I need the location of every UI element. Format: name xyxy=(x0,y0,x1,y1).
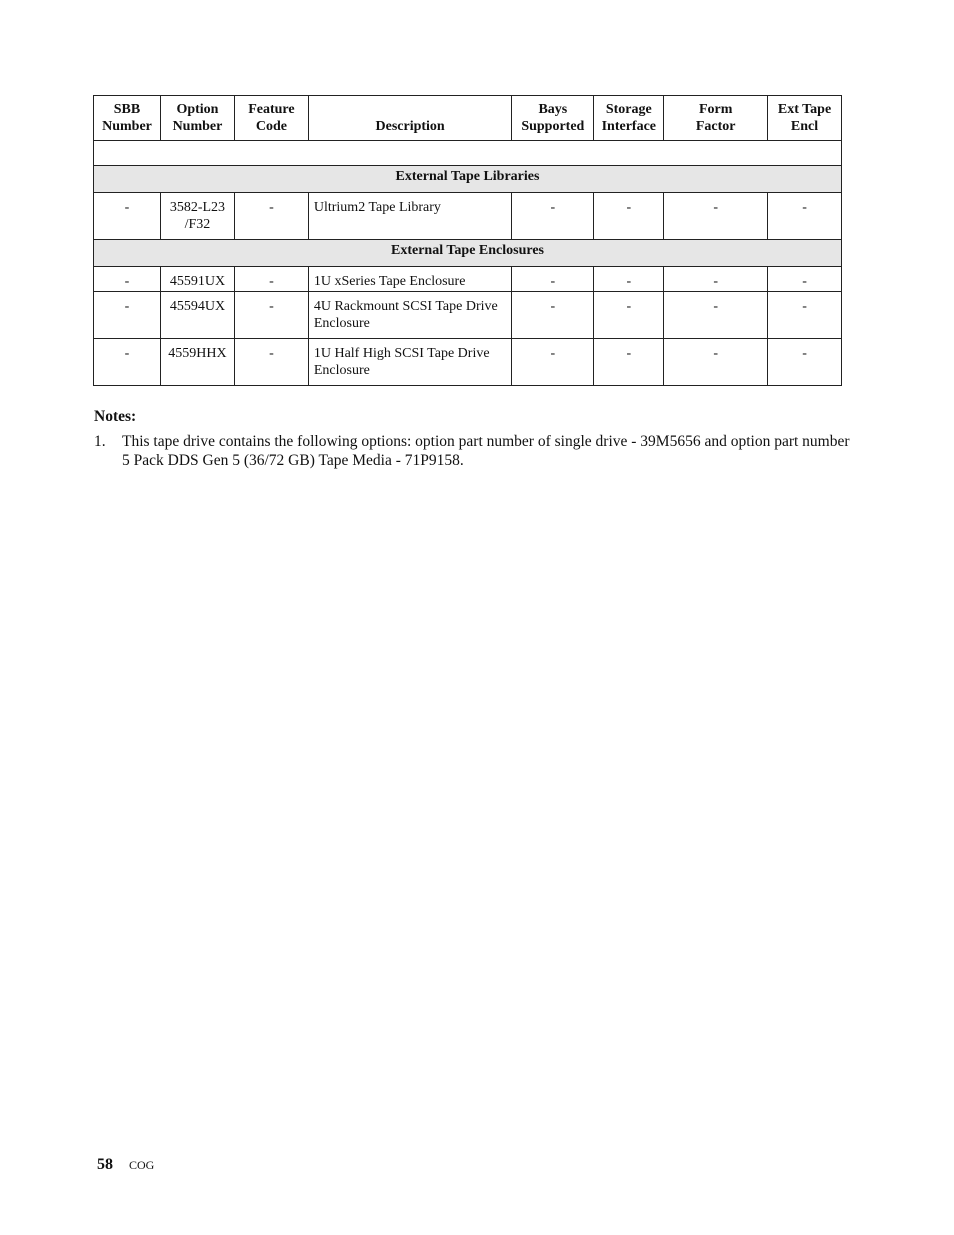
cell-feature: - xyxy=(234,292,308,339)
cell-feature: - xyxy=(234,339,308,386)
section-title: External Tape Libraries xyxy=(94,166,842,193)
cell-form: - xyxy=(664,267,768,292)
footer-title: COG xyxy=(129,1158,155,1172)
cell-description: 1U xSeries Tape Enclosure xyxy=(308,267,512,292)
notes-heading: Notes: xyxy=(94,408,137,425)
blank-row xyxy=(94,141,842,166)
header-description: Description xyxy=(308,96,512,141)
table-row xyxy=(94,267,842,292)
cell-storage: - xyxy=(594,267,664,292)
header-form-factor: Form Factor xyxy=(664,96,768,141)
header-ext-tape-encl: Ext Tape Encl xyxy=(768,96,842,141)
section-title: External Tape Enclosures xyxy=(94,240,842,267)
section-row-tape-enclosures xyxy=(94,240,842,267)
cell-ext: - xyxy=(768,267,842,292)
cell-ext: - xyxy=(768,339,842,386)
table-row xyxy=(94,292,842,339)
cell-feature: - xyxy=(234,267,308,292)
header-bays-supported: Bays Supported xyxy=(512,96,594,141)
cell-bays: - xyxy=(512,193,594,240)
header-row xyxy=(94,96,842,141)
cell-form: - xyxy=(664,193,768,240)
cell-bays: - xyxy=(512,292,594,339)
cell-description: 4U Rackmount SCSI Tape Drive Enclosure xyxy=(308,292,512,339)
note-text: This tape drive contains the following options: option part number of single drive - 39M5656 and option part number 5 Pack DDS Gen 5 (36/72 GB) Tape Media - 71P9158. xyxy=(122,433,850,469)
cell-bays: - xyxy=(512,267,594,292)
cell-sbb: - xyxy=(94,292,161,339)
page-footer xyxy=(97,1156,154,1174)
cell-storage: - xyxy=(594,193,664,240)
cell-sbb: - xyxy=(94,267,161,292)
note-number: 1. xyxy=(94,433,106,450)
note-item xyxy=(94,432,854,470)
cell-option: 3582-L23 /F32 xyxy=(160,193,234,240)
cell-storage: - xyxy=(594,339,664,386)
cell-description: 1U Half High SCSI Tape Drive Enclosure xyxy=(308,339,512,386)
cell-bays: - xyxy=(512,339,594,386)
table-row xyxy=(94,193,842,240)
notes-section xyxy=(94,407,854,470)
table-row xyxy=(94,339,842,386)
header-storage-interface: Storage Interface xyxy=(594,96,664,141)
header-sbb-number: SBB Number xyxy=(94,96,161,141)
cell-option: 45591UX xyxy=(160,267,234,292)
cell-ext: - xyxy=(768,292,842,339)
header-feature-code: Feature Code xyxy=(234,96,308,141)
options-table xyxy=(93,95,842,386)
cell-feature: - xyxy=(234,193,308,240)
cell-option: 45594UX xyxy=(160,292,234,339)
cell-sbb: - xyxy=(94,193,161,240)
cell-form: - xyxy=(664,292,768,339)
header-option-number: Option Number xyxy=(160,96,234,141)
cell-description: Ultrium2 Tape Library xyxy=(308,193,512,240)
cell-storage: - xyxy=(594,292,664,339)
cell-form: - xyxy=(664,339,768,386)
section-row-tape-libraries xyxy=(94,166,842,193)
cell-sbb: - xyxy=(94,339,161,386)
page-number: 58 xyxy=(97,1156,113,1173)
cell-option: 4559HHX xyxy=(160,339,234,386)
cell-ext: - xyxy=(768,193,842,240)
